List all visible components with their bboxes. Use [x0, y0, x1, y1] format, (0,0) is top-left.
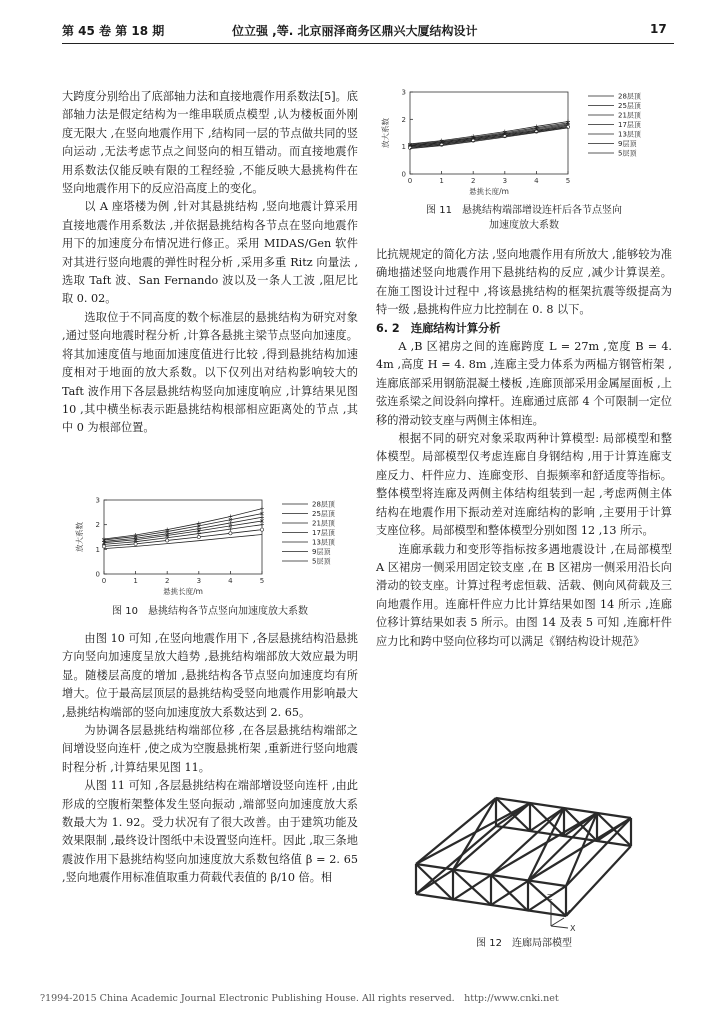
paragraph: 大跨度分别给出了底部轴力法和直接地震作用系数法[5]。底部轴力法是假定结构为一维串联质点模型 ,认为楼板面外刚度无限大 ,在竖向地震作用下 ,结构同一层的节点做共同的竖向运动 ,无法考虑节点之间竖向的相互错动。而直接地震作用系数法仅能反映有限的工程经验 ,不能反映大悬挑构件在竖向地震作用下的反应沿高度上的变化。 [62, 90, 358, 196]
left-column-bottom [62, 630, 358, 888]
y-tick-label: 1 [401, 143, 406, 152]
series-line [410, 122, 568, 144]
y-axis-label: 放大系数 [381, 118, 390, 148]
x-tick-label: 3 [196, 577, 202, 585]
series-line [104, 530, 262, 547]
y-tick-label: 2 [401, 115, 406, 124]
axis-label-x: X [570, 924, 576, 933]
figure-11-caption-line1: 图 11 悬挑结构端部增设连杆后各节点竖向 [426, 205, 622, 216]
legend-label: 17层顶 [618, 121, 641, 129]
y-axis-label: 放大系数 [75, 522, 84, 552]
data-point [260, 515, 264, 519]
paragraph: 以 A 座塔楼为例 ,针对其悬挑结构 ,竖向地震计算采用直接地震作用系数法 ,并依据悬挑结构各节点在竖向地震作用下的加速度分布情况进行修正。采用 MIDAS/Gen 软件对其进行竖向地震的弹性时程分析 ,采用多重 Ritz 向量法 ,选取 Taft 波、San Fernando 波以及一条人工波 ,阻尼比取 0. 02。 [62, 200, 358, 306]
journal-issue: 第 45 卷 第 18 期 [62, 24, 165, 38]
data-point [228, 515, 232, 519]
axis-label-z: Z [547, 893, 553, 902]
legend-label: 21层顶 [312, 519, 335, 528]
x-tick-label: 0 [407, 177, 413, 185]
legend-label: 13层顶 [312, 538, 335, 547]
data-point [408, 146, 411, 149]
figure-11-caption [376, 203, 672, 233]
data-point [229, 532, 232, 535]
x-tick-label: 1 [439, 177, 444, 185]
x-tick-label: 5 [565, 177, 571, 185]
y-tick-label: 2 [95, 521, 100, 530]
paragraph: 连廊承载力和变形等指标按多遇地震设计 ,在局部模型 A 区裙房一侧采用固定铰支座 ,在 B 区裙房一侧采用沿长向滑动的铰支座。计算过程考虑恒载、活载、侧向风荷载及三向地震作用。连廊杆件应力比计算结果如图 14 所示 ,连廊位移计算结果如表 5 所示。由图 14 及表 5 可知 ,连廊杆件应力比和跨中竖向位移均可以满足《钢结构设计规范》 [376, 542, 672, 648]
x-tick-label: 3 [502, 177, 508, 185]
legend-label: 25层顶 [312, 510, 335, 518]
header-rule [62, 43, 674, 44]
data-point [134, 542, 137, 545]
paragraph: 选取位于不同高度的数个标准层的悬挑结构为研究对象 ,通过竖向地震时程分析 ,计算各悬挑主梁节点竖向加速度。将其加速度值与地面加速度值进行比较 ,得到悬挑结构加速度相对于地面的放大系数。以下仅列出对结构影响较大的 Taft 波作用下各层悬挑结构竖向加速度响应 ,计算结果见图 10 ,其中横坐标表示距悬挑结构根部相应距离处的节点 ,其中 0 为根部位置。 [62, 310, 358, 435]
x-axis-label: 悬挑长度/m [163, 587, 203, 596]
x-axis-label: 悬挑长度/m [469, 187, 509, 196]
x-tick-label: 5 [259, 577, 265, 585]
series-line [104, 509, 262, 539]
y-tick-label: 1 [95, 545, 100, 554]
right-column-text [376, 246, 672, 651]
figure-11-caption-line2: 加速度放大系数 [489, 220, 559, 231]
legend-label: 5层顶 [618, 149, 637, 158]
section-heading: 6. 2 连廊结构计算分析 [376, 321, 501, 335]
x-tick-label: 2 [164, 577, 170, 585]
legend-label: 5层顶 [312, 557, 331, 566]
axis-label-y: Y [565, 909, 570, 918]
y-tick-label: 3 [401, 88, 406, 97]
truss-members [416, 798, 631, 916]
series-line [104, 535, 262, 549]
figure-12-caption: 图 12 连廊局部模型 [476, 938, 572, 949]
copyright-footer: ?1994-2015 China Academic Journal Electronic Publishing House. All rights reserved. http://www.cnki.net [40, 993, 559, 1004]
y-tick-label: 3 [95, 496, 100, 505]
legend-label: 17层顶 [312, 529, 335, 537]
data-point [260, 507, 264, 511]
figure-10-caption: 图 10 悬挑结构各节点竖向加速度放大系数 [112, 606, 308, 617]
legend-label: 9层顶 [312, 548, 331, 556]
figure-10-chart [72, 494, 352, 598]
data-point [197, 535, 200, 538]
data-point [166, 539, 169, 542]
paragraph: A ,B 区裙房之间的连廊跨度 L = 27m ,宽度 B = 4. 4m ,高度 H = 4. 8m ,连廊主受力体系为两榀方钢管桁架 ,连廊底部采用钢筋混凝土楼板 ,连廊顶部采用金属屋面板 ,上弦连系梁之间设斜向撑杆。连廊通过底部 4 个可限制一定位移的滑动铰支座与两侧主体相连。 [376, 340, 672, 427]
x-tick-label: 4 [534, 177, 539, 185]
series-line [104, 517, 262, 541]
data-point [228, 527, 232, 531]
x-tick-label: 4 [228, 577, 233, 585]
y-tick-label: 0 [95, 570, 100, 579]
legend-label: 9层顶 [618, 140, 637, 148]
data-point [102, 545, 105, 548]
paragraph: 从图 11 可知 ,各层悬挑结构在端部增设竖向连杆 ,由此形成的空腹桁架整体发生竖向振动 ,端部竖向加速度放大系数最大为 1. 92。受力状况有了很大改善。由于建筑功能及效果限制 ,最终设计图纸中未设置竖向连杆。因此 ,取三条地震波作用下悬挑结构竖向加速度放大系数包络值 β = 2. 65 ,竖向地震作用标准值取重力荷载代表值的 β/10 倍。相 [62, 779, 358, 885]
legend-label: 28层顶 [618, 92, 641, 101]
legend-label: 13层顶 [618, 130, 641, 139]
series-line [104, 525, 262, 545]
x-tick-label: 2 [470, 177, 476, 185]
running-title: 位立强 ,等. 北京丽泽商务区鼎兴大厦结构设计 [232, 24, 478, 38]
plot-frame [410, 92, 568, 174]
legend-label: 25层顶 [618, 102, 641, 110]
paragraph: 比抗规规定的简化方法 ,竖向地震作用有所放大 ,能够较为准确地描述竖向地震作用下悬挑结构的反应 ,减少计算误差。在施工图设计过程中 ,将该悬挑结构的框架抗震等级提高为特一级 ,悬挑构件应力比控制在 0. 8 以下。 [376, 248, 672, 317]
left-column-top [62, 88, 358, 438]
paragraph: 由图 10 可知 ,在竖向地震作用下 ,各层悬挑结构沿悬挑方向竖向加速度呈放大趋势 ,悬挑结构端部放大效应最为明显。随楼层高度的增加 ,悬挑结构各节点竖向加速度均有所增大。位于最高层顶层的悬挑结构受竖向地震作用影响最大 ,悬挑结构端部的竖向加速度放大系数达到 2. 65。 [62, 632, 358, 719]
page-number: 17 [650, 22, 667, 36]
x-tick-label: 0 [101, 577, 107, 585]
y-tick-label: 0 [401, 170, 406, 179]
figure-12-truss-model [396, 784, 656, 934]
x-tick-label: 1 [133, 577, 138, 585]
paragraph: 根据不同的研究对象采取两种计算模型: 局部模型和整体模型。局部模型仅考虑连廊自身钢结构 ,用于计算连廊支座反力、杆件应力、连廊变形、自振频率和舒适度等指标。整体模型将连廊及两侧主体结构组装到一起 ,考虑两侧主体结构在地震作用下振动差对连廊结构的影响 ,主要用于计算支座位移。局部模型和整体模型分别如图 12 ,13 所示。 [376, 432, 672, 538]
legend-label: 28层顶 [312, 500, 335, 509]
legend-label: 21层顶 [618, 111, 641, 120]
data-point [260, 523, 264, 527]
figure-11-chart [378, 86, 658, 198]
data-point [260, 528, 263, 531]
paragraph: 为协调各层悬挑结构端部位移 ,在各层悬挑结构端部之间增设竖向连杆 ,使之成为空腹悬挑桁架 ,重新进行竖向地震时程分析 ,计算结果见图 11。 [62, 724, 358, 774]
